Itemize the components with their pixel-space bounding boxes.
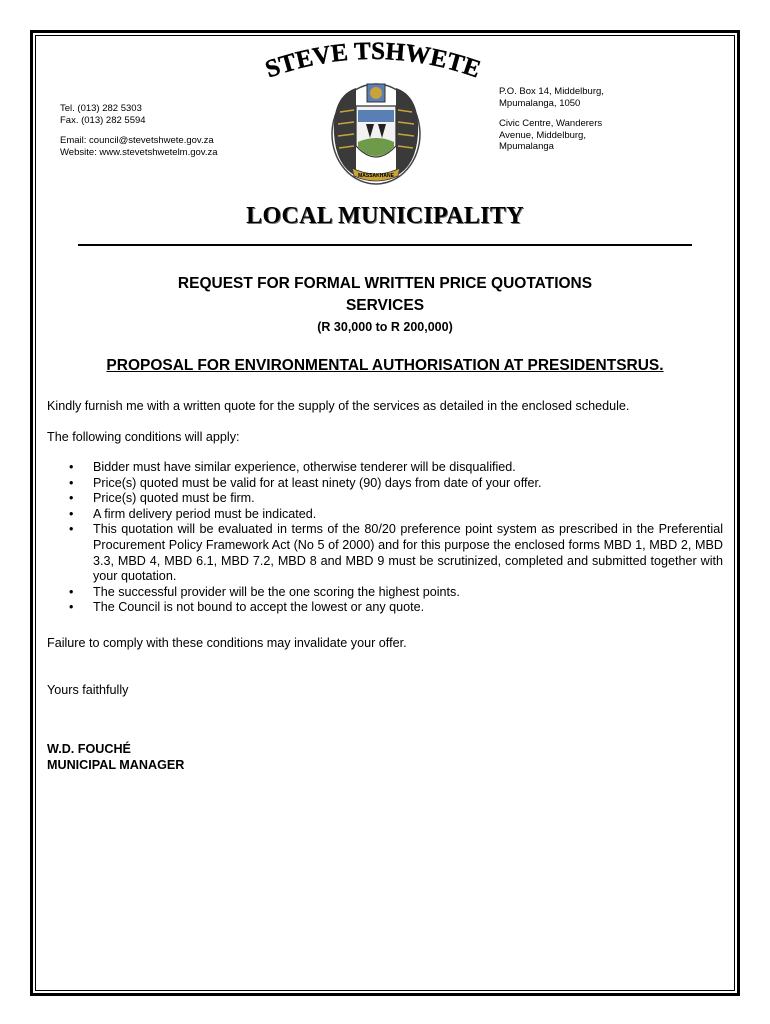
po-box-line-2: Mpumalanga, 1050 — [499, 97, 581, 109]
fax-line: Fax. (013) 282 5594 — [60, 115, 146, 126]
civic-line-3: Mpumalanga — [499, 141, 554, 152]
local-municipality-heading: LOCAL MUNICIPALITY — [246, 203, 524, 229]
request-title-line-1: REQUEST FOR FORMAL WRITTEN PRICE QUOTATIONS — [177, 275, 593, 292]
bullet-icon: • — [69, 491, 74, 506]
civic-line-2: Avenue, Middelburg, — [499, 129, 586, 141]
request-value-range: (R 30,000 to R 200,000) — [317, 320, 453, 334]
bullet-icon: • — [69, 460, 74, 474]
condition-text: Bidder must have similar experience, otherwise tenderer will be disqualified. — [93, 460, 516, 474]
condition-text: Price(s) quoted must be valid for at least ninety (90) days from date of your offer. — [93, 475, 542, 490]
condition-text: A firm delivery period must be indicated. — [93, 506, 317, 521]
proposal-title: PROPOSAL FOR ENVIRONMENTAL AUTHORISATION AT PRESIDENTSRUS. — [106, 357, 664, 374]
list-item — [47, 476, 723, 492]
intro-paragraph: Kindly furnish me with a written quote for the supply of the services as detailed in the enclosed schedule. — [47, 399, 630, 413]
bullet-icon: • — [69, 475, 74, 490]
website-line: Website: www.stevetshwetelm.gov.za — [60, 147, 218, 158]
condition-text: This quotation will be evaluated in terms of the 80/20 preference point system as prescribed in the Preferential Procurement Policy Framework Act (No 5 of 2000) and for this purpose the enclosed forms MBD 1, MBD 2, MBD 3.3, MBD 4, MBD 6.1, MBD 7.2, MBD 8 and MBD 9 must be scrutinized, completed and submitted together with your quotation. — [93, 522, 723, 584]
list-item — [47, 522, 723, 584]
civic-line-1: Civic Centre, Wanderers — [499, 118, 603, 129]
request-title-line-2: SERVICES — [345, 297, 425, 314]
list-item — [47, 585, 723, 601]
bullet-icon: • — [69, 506, 74, 521]
signatory-title: MUNICIPAL MANAGER — [47, 758, 185, 772]
crest-motto: MASSAKHANE — [358, 173, 394, 179]
municipal-crest-logo — [326, 76, 426, 188]
bullet-icon: • — [69, 522, 74, 537]
condition-text: The Council is not bound to accept the lowest or any quote. — [93, 600, 425, 615]
condition-text: Price(s) quoted must be firm. — [93, 491, 255, 506]
bullet-icon: • — [69, 584, 74, 599]
conditions-list — [47, 460, 723, 616]
closing-salutation: Yours faithfully — [47, 683, 129, 697]
email-line: Email: council@stevetshwete.gov.za — [60, 135, 214, 146]
bullet-icon: • — [69, 600, 74, 615]
contact-left — [60, 103, 218, 159]
po-box-line-1: P.O. Box 14, Middelburg, — [499, 86, 604, 97]
header-rule — [78, 244, 692, 246]
signatory-name: W.D. FOUCHÉ — [47, 742, 131, 756]
list-item — [47, 491, 723, 507]
list-item — [47, 600, 723, 616]
contact-right — [499, 86, 639, 153]
failure-paragraph: Failure to comply with these conditions may invalidate your offer. — [47, 636, 407, 650]
tel-line: Tel. (013) 282 5303 — [60, 103, 142, 114]
conditions-intro: The following conditions will apply: — [47, 430, 240, 444]
list-item — [47, 507, 723, 523]
condition-text: The successful provider will be the one scoring the highest points. — [93, 584, 460, 599]
list-item — [47, 460, 723, 476]
arc-title-text: STEVE TSHWETE — [262, 38, 484, 84]
